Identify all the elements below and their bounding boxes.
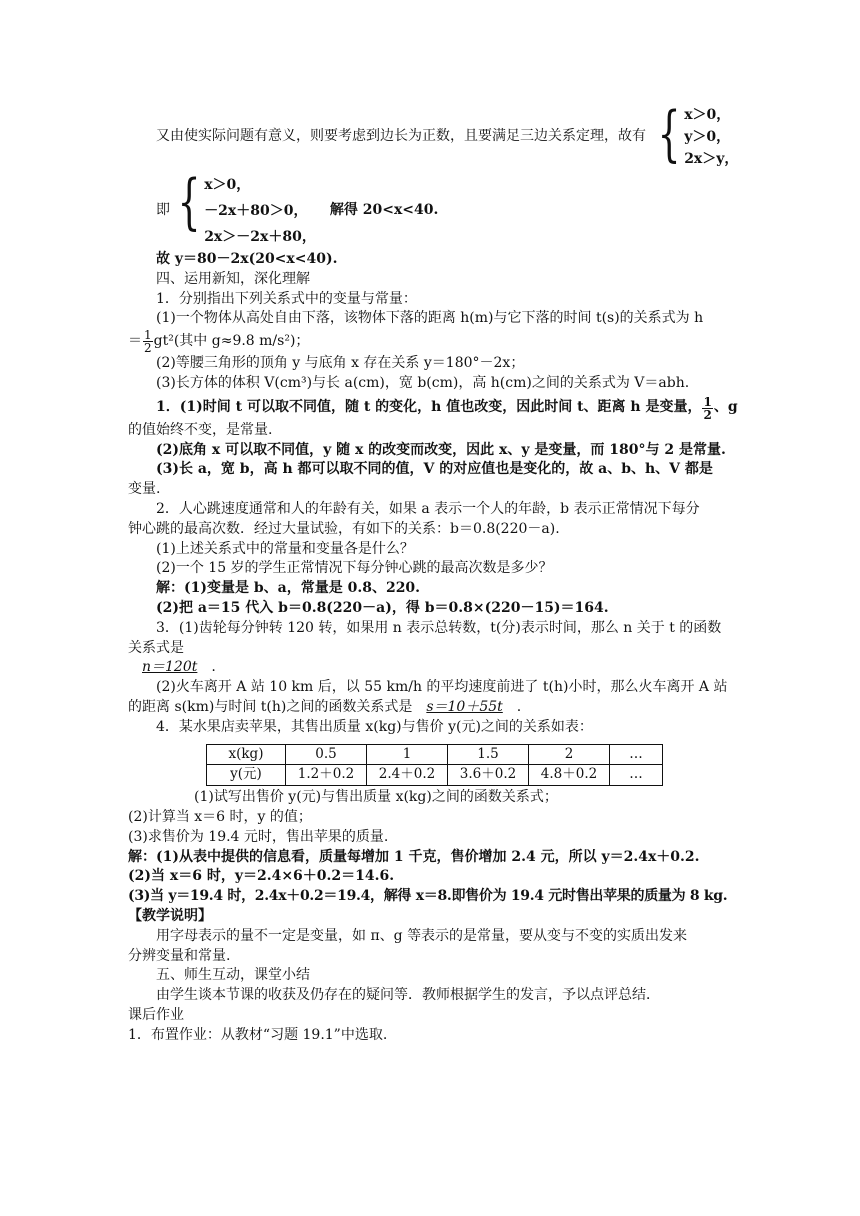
document-page bbox=[128, 100, 738, 1045]
table-cell: … bbox=[610, 744, 663, 765]
q4-item2: (2)计算当 x＝6 时，y 的值； bbox=[128, 808, 312, 825]
intro-result: 故 y＝80－2x(20<x<40). bbox=[156, 251, 338, 267]
condition-line bbox=[128, 99, 739, 170]
table-row bbox=[207, 765, 663, 786]
q4-answer1: 解：(1)从表中提供的信息看，质量每增加 1 千克，售价增加 2.4 元，所以 y＝2.4x＋0.2. bbox=[128, 848, 700, 865]
teaching-note-title: 【教学说明】 bbox=[128, 907, 212, 924]
section4-title: 四、运用新知，深化理解 bbox=[156, 270, 310, 287]
table-cell: 1.5 bbox=[448, 744, 529, 765]
q3-item1-line1: 3．(1)齿轮每分钟转 120 转，如果用 n 表示总转数，t(分)表示时间，那么 n 关于 t 的函数 bbox=[156, 619, 722, 636]
q1-item1-line2 bbox=[128, 329, 738, 354]
fraction-one-half bbox=[702, 396, 712, 421]
system1-row: 2x＞y， bbox=[684, 151, 739, 167]
table-cell: 1 bbox=[367, 744, 448, 765]
q1-answer3-line2: 变量. bbox=[128, 481, 161, 498]
q1-answer1-line1 bbox=[128, 396, 738, 421]
table-cell: 2.4＋0.2 bbox=[367, 765, 448, 786]
homework-title: 课后作业 bbox=[128, 1006, 184, 1023]
q2-intro-line1: 2．人心跳速度通常和人的年龄有关，如果 a 表示一个人的年龄，b 表示正常情况下每分 bbox=[156, 500, 700, 517]
price-table bbox=[206, 744, 663, 787]
table-cell: 2 bbox=[529, 744, 610, 765]
table-cell: 1.2＋0.2 bbox=[286, 765, 367, 786]
q1-item3: (3)长方体的体积 V(cm³)与长 a(cm)，宽 b(cm)，高 h(cm)之间的关系式为 V＝abh. bbox=[156, 374, 690, 391]
ji-label: 即 bbox=[156, 202, 170, 219]
condition-text: 又由使实际问题有意义，则要考虑到边长为正数，且要满足三边关系定理，故有 bbox=[156, 128, 646, 145]
answer-text: 1．(1)时间 t 可以取不同值，随 t 的变化，h 值也改变，因此时间 t、距离 h 是变量， bbox=[156, 399, 702, 416]
system2-row: x＞0， bbox=[204, 177, 251, 193]
fraction-denominator: 2 bbox=[703, 407, 712, 422]
q4-answer3: (3)当 y＝19.4 时，2.4x＋0.2＝19.4，解得 x＝8.即售价为 19.4 元时售出苹果的质量为 8 kg. bbox=[128, 888, 728, 905]
q2-item2: (2)一个 15 岁的学生正常情况下每分钟心跳的最高次数是多少？ bbox=[156, 560, 553, 577]
q2-item1: (1)上述关系式中的常量和变量各是什么？ bbox=[156, 540, 414, 557]
equals-sign: ＝ bbox=[128, 332, 142, 349]
system1-row: y＞0， bbox=[684, 129, 731, 145]
system2-row: －2x＋80＞0， bbox=[204, 203, 308, 219]
q3-item2-line1: (2)火车离开 A 站 10 km 后，以 55 km/h 的平均速度前进了 t(h)小时，那么火车离开 A 站 bbox=[156, 679, 728, 696]
homework-item: 1．布置作业：从教材“习题 19.1”中选取. bbox=[128, 1026, 388, 1043]
q1-answer1-line2: 的值始终不变，是常量. bbox=[128, 421, 273, 438]
q3-item1-line2: 关系式是 bbox=[128, 639, 184, 656]
q1-answer2: (2)底角 x 可以取不同值，y 随 x 的改变而改变，因此 x、y 是变量，而 180°与 2 是常量. bbox=[156, 441, 726, 458]
q4-item1: (1)试写出售价 y(元)与售出质量 x(kg)之间的函数关系式； bbox=[194, 789, 558, 806]
system1-row: x＞0， bbox=[684, 107, 731, 123]
section5-text: 由学生谈本节课的收获及仍存在的疑问等．教师根据学生的发言，予以点评总结． bbox=[156, 987, 660, 1004]
period: . bbox=[211, 659, 216, 676]
table-cell: … bbox=[610, 765, 663, 786]
q2-answer1: 解：(1)变量是 b、a，常量是 0.8、220. bbox=[156, 580, 421, 597]
fraction-numerator: 1 bbox=[703, 394, 712, 409]
q1-item2: (2)等腰三角形的顶角 y 与底角 x 存在关系 y＝180°－2x； bbox=[156, 355, 525, 372]
q3-item2-line2 bbox=[128, 698, 738, 718]
q1-intro: 1．分别指出下列关系式中的变量与常量： bbox=[156, 290, 417, 307]
q1-item1-line1: (1)一个物体从高处自由下落，该物体下落的距离 h(m)与它下落的时间 t(s)的关系式为 h bbox=[156, 310, 704, 327]
fraction-one-half bbox=[143, 329, 153, 354]
inequality-system-1 bbox=[650, 99, 739, 170]
q3-answer-blank-2: s＝10＋55t bbox=[426, 698, 503, 715]
q4-item3: (3)求售价为 19.4 元时，售出苹果的质量. bbox=[128, 828, 389, 845]
q2-answer2: (2)把 a＝15 代入 b＝0.8(220－a)，得 b＝0.8×(220－15)＝164. bbox=[156, 599, 609, 616]
table-row bbox=[207, 744, 663, 765]
answer-text: 、g bbox=[713, 399, 738, 416]
table-cell: 3.6＋0.2 bbox=[448, 765, 529, 786]
inequality-system-2 bbox=[170, 167, 316, 250]
q3-item1-answer-line bbox=[128, 658, 738, 678]
system2-line bbox=[128, 167, 738, 250]
q4-intro: 4．某水果店卖苹果，其售出质量 x(kg)与售价 y(元)之间的关系如表： bbox=[156, 718, 593, 735]
teaching-note-line2: 分辨变量和常量. bbox=[128, 947, 231, 964]
table-cell: y(元) bbox=[207, 765, 286, 786]
q3-answer-blank-1: n＝120t bbox=[142, 659, 198, 676]
left-brace-icon: { bbox=[177, 167, 201, 237]
table-cell: 0.5 bbox=[286, 744, 367, 765]
table-cell: 4.8＋0.2 bbox=[529, 765, 610, 786]
teaching-note-line1: 用字母表示的量不一定是变量，如 π、g 等表示的是常量，要从变与不变的实质出发来 bbox=[156, 927, 688, 944]
q1-answer3-line1: (3)长 a，宽 b，高 h 都可以取不同的值，V 的对应值也是变化的，故 a、b、h、V 都是 bbox=[156, 461, 713, 478]
system2-row: 2x＞－2x＋80， bbox=[204, 229, 316, 245]
fraction-numerator: 1 bbox=[144, 328, 152, 343]
question-text: 的距离 s(km)与时间 t(h)之间的函数关系式是 bbox=[128, 698, 413, 715]
left-brace-icon: { bbox=[657, 99, 681, 169]
period: . bbox=[516, 698, 522, 715]
formula-tail: gt²(其中 g≈9.8 m/s²)； bbox=[153, 332, 310, 349]
section5-title: 五、师生互动，课堂小结 bbox=[156, 967, 310, 984]
q2-intro-line2: 钟心跳的最高次数．经过大量试验，有如下的关系：b＝0.8(220－a). bbox=[128, 520, 560, 537]
q4-answer2: (2)当 x＝6 时，y＝2.4×6＋0.2＝14.6. bbox=[128, 868, 395, 885]
fraction-denominator: 2 bbox=[144, 341, 152, 356]
table-cell: x(kg) bbox=[207, 744, 286, 765]
solve-text: 解得 20<x<40. bbox=[329, 202, 439, 219]
